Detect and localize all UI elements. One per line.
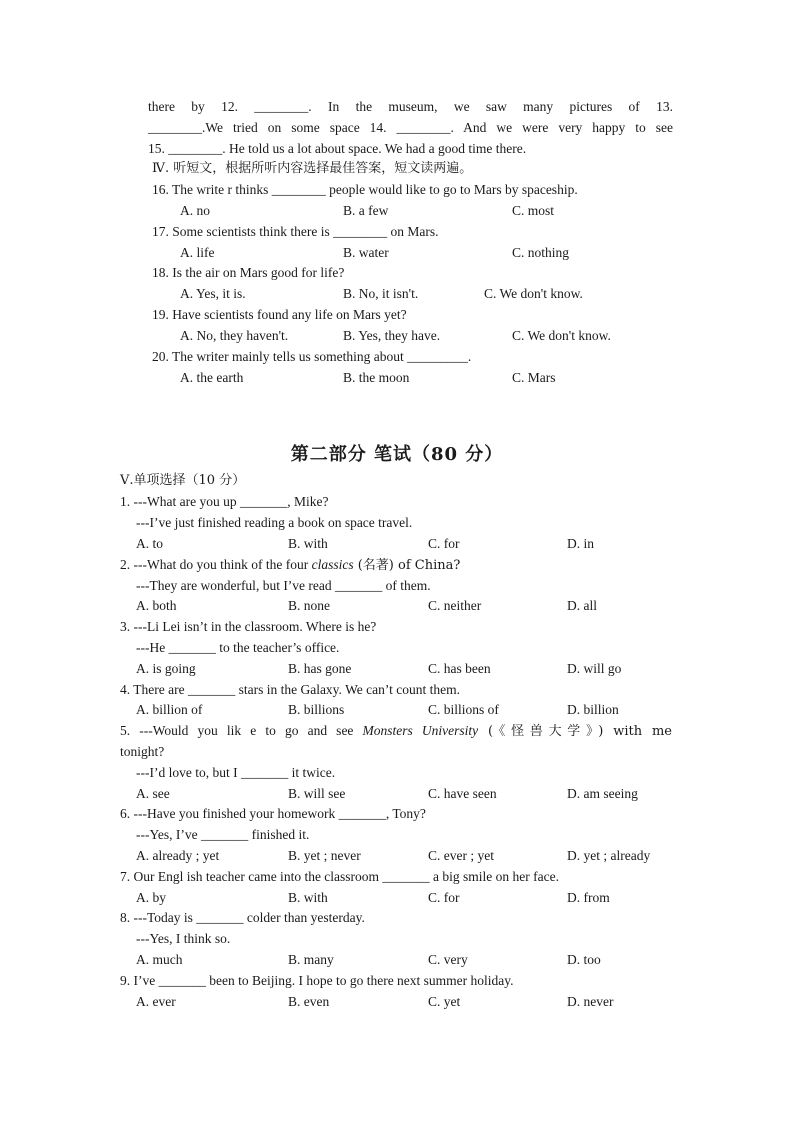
mc2-option-c: C. neither [428, 598, 482, 613]
mc7-option-c: C. for [428, 890, 460, 905]
mc3-option-d: D. will go [567, 661, 622, 676]
q17-option-c: C. nothing [512, 245, 570, 260]
mc-question-4: 4. There are _______ stars in the Galaxy. We can’t count them. [120, 682, 460, 697]
q18-option-c: C. We don't know. [484, 286, 583, 301]
mc6-option-c: C. ever ; yet [428, 848, 494, 863]
mc1-option-a: A. to [136, 536, 163, 551]
mc2-text-a: 2. ---What do you think of the four [120, 557, 312, 572]
mc4-option-c: C. billions of [428, 702, 499, 717]
passage-line-2: ________.We tried on some space 14. ________. And we were very happy to see [148, 120, 673, 135]
mc4-option-a: A. billion of [136, 702, 203, 717]
mc3-option-a: A. is going [136, 661, 196, 676]
mc2-option-a: A. both [136, 598, 177, 613]
mc9-option-c: C. yet [428, 994, 461, 1009]
question-20: 20. The writer mainly tells us something about _________. [152, 349, 472, 364]
mc-question-8: 8. ---Today is _______ colder than yesterday. [120, 910, 365, 925]
q17-option-a: A. life [180, 245, 215, 260]
mc5-option-d: D. am seeing [567, 786, 638, 801]
mc4-option-b: B. billions [288, 702, 345, 717]
mc-question-7: 7. Our Engl ish teacher came into the classroom _______ a big smile on her face. [120, 869, 559, 884]
passage-line-1: there by 12. ________. In the museum, we saw many pictures of 13. [148, 99, 673, 114]
mc-question-8-reply: ---Yes, I think so. [136, 931, 231, 946]
q19-option-b: B. Yes, they have. [343, 328, 441, 343]
mc2-option-b: B. none [288, 598, 330, 613]
mc6-option-a: A. already ; yet [136, 848, 220, 863]
question-19: 19. Have scientists found any life on Mars yet? [152, 307, 407, 322]
mc-question-5-cont: tonight? [120, 744, 165, 759]
mc7-option-b: B. with [288, 890, 328, 905]
question-18: 18. Is the air on Mars good for life? [152, 265, 345, 280]
mc8-option-c: C. very [428, 952, 468, 967]
mc4-option-d: D. billion [567, 702, 619, 717]
mc1-option-c: C. for [428, 536, 460, 551]
question-16: 16. The write r thinks ________ people would like to go to Mars by spaceship. [152, 182, 578, 197]
q16-option-a: A. no [180, 203, 210, 218]
mc2-option-d: D. all [567, 598, 597, 613]
section-4-title: Ⅳ. 听短文，根据所听内容选择最佳答案，短文读两遍。 [152, 161, 473, 176]
mc-question-9: 9. I’ve _______ been to Beijing. I hope to go there next summer holiday. [120, 973, 514, 988]
passage-line-3: 15. ________. He told us a lot about space. We had a good time there. [148, 141, 527, 156]
mc-question-5-reply: ---I’d love to, but I _______ it twice. [136, 765, 336, 780]
mc2-text-b: (名著) of China? [353, 558, 461, 573]
mc5-text-b: (《怪兽大学》) with me [478, 724, 673, 739]
mc-question-5 [120, 723, 672, 740]
mc6-option-b: B. yet ; never [288, 848, 361, 863]
mc9-option-d: D. never [567, 994, 614, 1009]
mc1-option-b: B. with [288, 536, 328, 551]
mc5-option-a: A. see [136, 786, 170, 801]
q18-option-a: A. Yes, it is. [180, 286, 246, 301]
mc5-italic-title: Monsters University [362, 723, 479, 738]
mc7-option-d: D. from [567, 890, 610, 905]
q20-option-b: B. the moon [343, 370, 410, 385]
mc-question-6: 6. ---Have you finished your homework _______, Tony? [120, 806, 426, 821]
question-17: 17. Some scientists think there is ________ on Mars. [152, 224, 439, 239]
mc8-option-d: D. too [567, 952, 601, 967]
mc5-option-b: B. will see [288, 786, 346, 801]
mc9-option-a: A. ever [136, 994, 176, 1009]
q17-option-b: B. water [343, 245, 389, 260]
section-5-title: Ⅴ.单项选择（10 分） [120, 473, 246, 488]
mc3-option-c: C. has been [428, 661, 491, 676]
mc7-option-a: A. by [136, 890, 166, 905]
q19-option-a: A. No, they haven't. [180, 328, 289, 343]
mc1-option-d: D. in [567, 536, 594, 551]
q20-option-a: A. the earth [180, 370, 244, 385]
mc6-option-d: D. yet ; already [567, 848, 651, 863]
part-two-title: 第二部分 笔试（80 分） [290, 444, 504, 465]
q18-option-b: B. No, it isn't. [343, 286, 419, 301]
q16-option-c: C. most [512, 203, 555, 218]
mc-question-1-reply: ---I’ve just finished reading a book on space travel. [136, 515, 413, 530]
mc-question-2-reply: ---They are wonderful, but I’ve read _______ of them. [136, 578, 431, 593]
mc-question-1: 1. ---What are you up _______, Mike? [120, 494, 329, 509]
mc8-option-b: B. many [288, 952, 334, 967]
mc-question-2 [120, 557, 460, 574]
q16-option-b: B. a few [343, 203, 389, 218]
q19-option-c: C. We don't know. [512, 328, 611, 343]
mc9-option-b: B. even [288, 994, 330, 1009]
mc-question-6-reply: ---Yes, I’ve _______ finished it. [136, 827, 310, 842]
mc3-option-b: B. has gone [288, 661, 352, 676]
mc-question-3: 3. ---Li Lei isn’t in the classroom. Where is he? [120, 619, 377, 634]
mc2-italic-word: classics [311, 557, 354, 572]
q20-option-c: C. Mars [512, 370, 556, 385]
mc5-option-c: C. have seen [428, 786, 497, 801]
mc8-option-a: A. much [136, 952, 183, 967]
mc5-text-a: 5. ---Would you lik e to go and see [120, 723, 363, 738]
mc-question-3-reply: ---He _______ to the teacher’s office. [136, 640, 340, 655]
